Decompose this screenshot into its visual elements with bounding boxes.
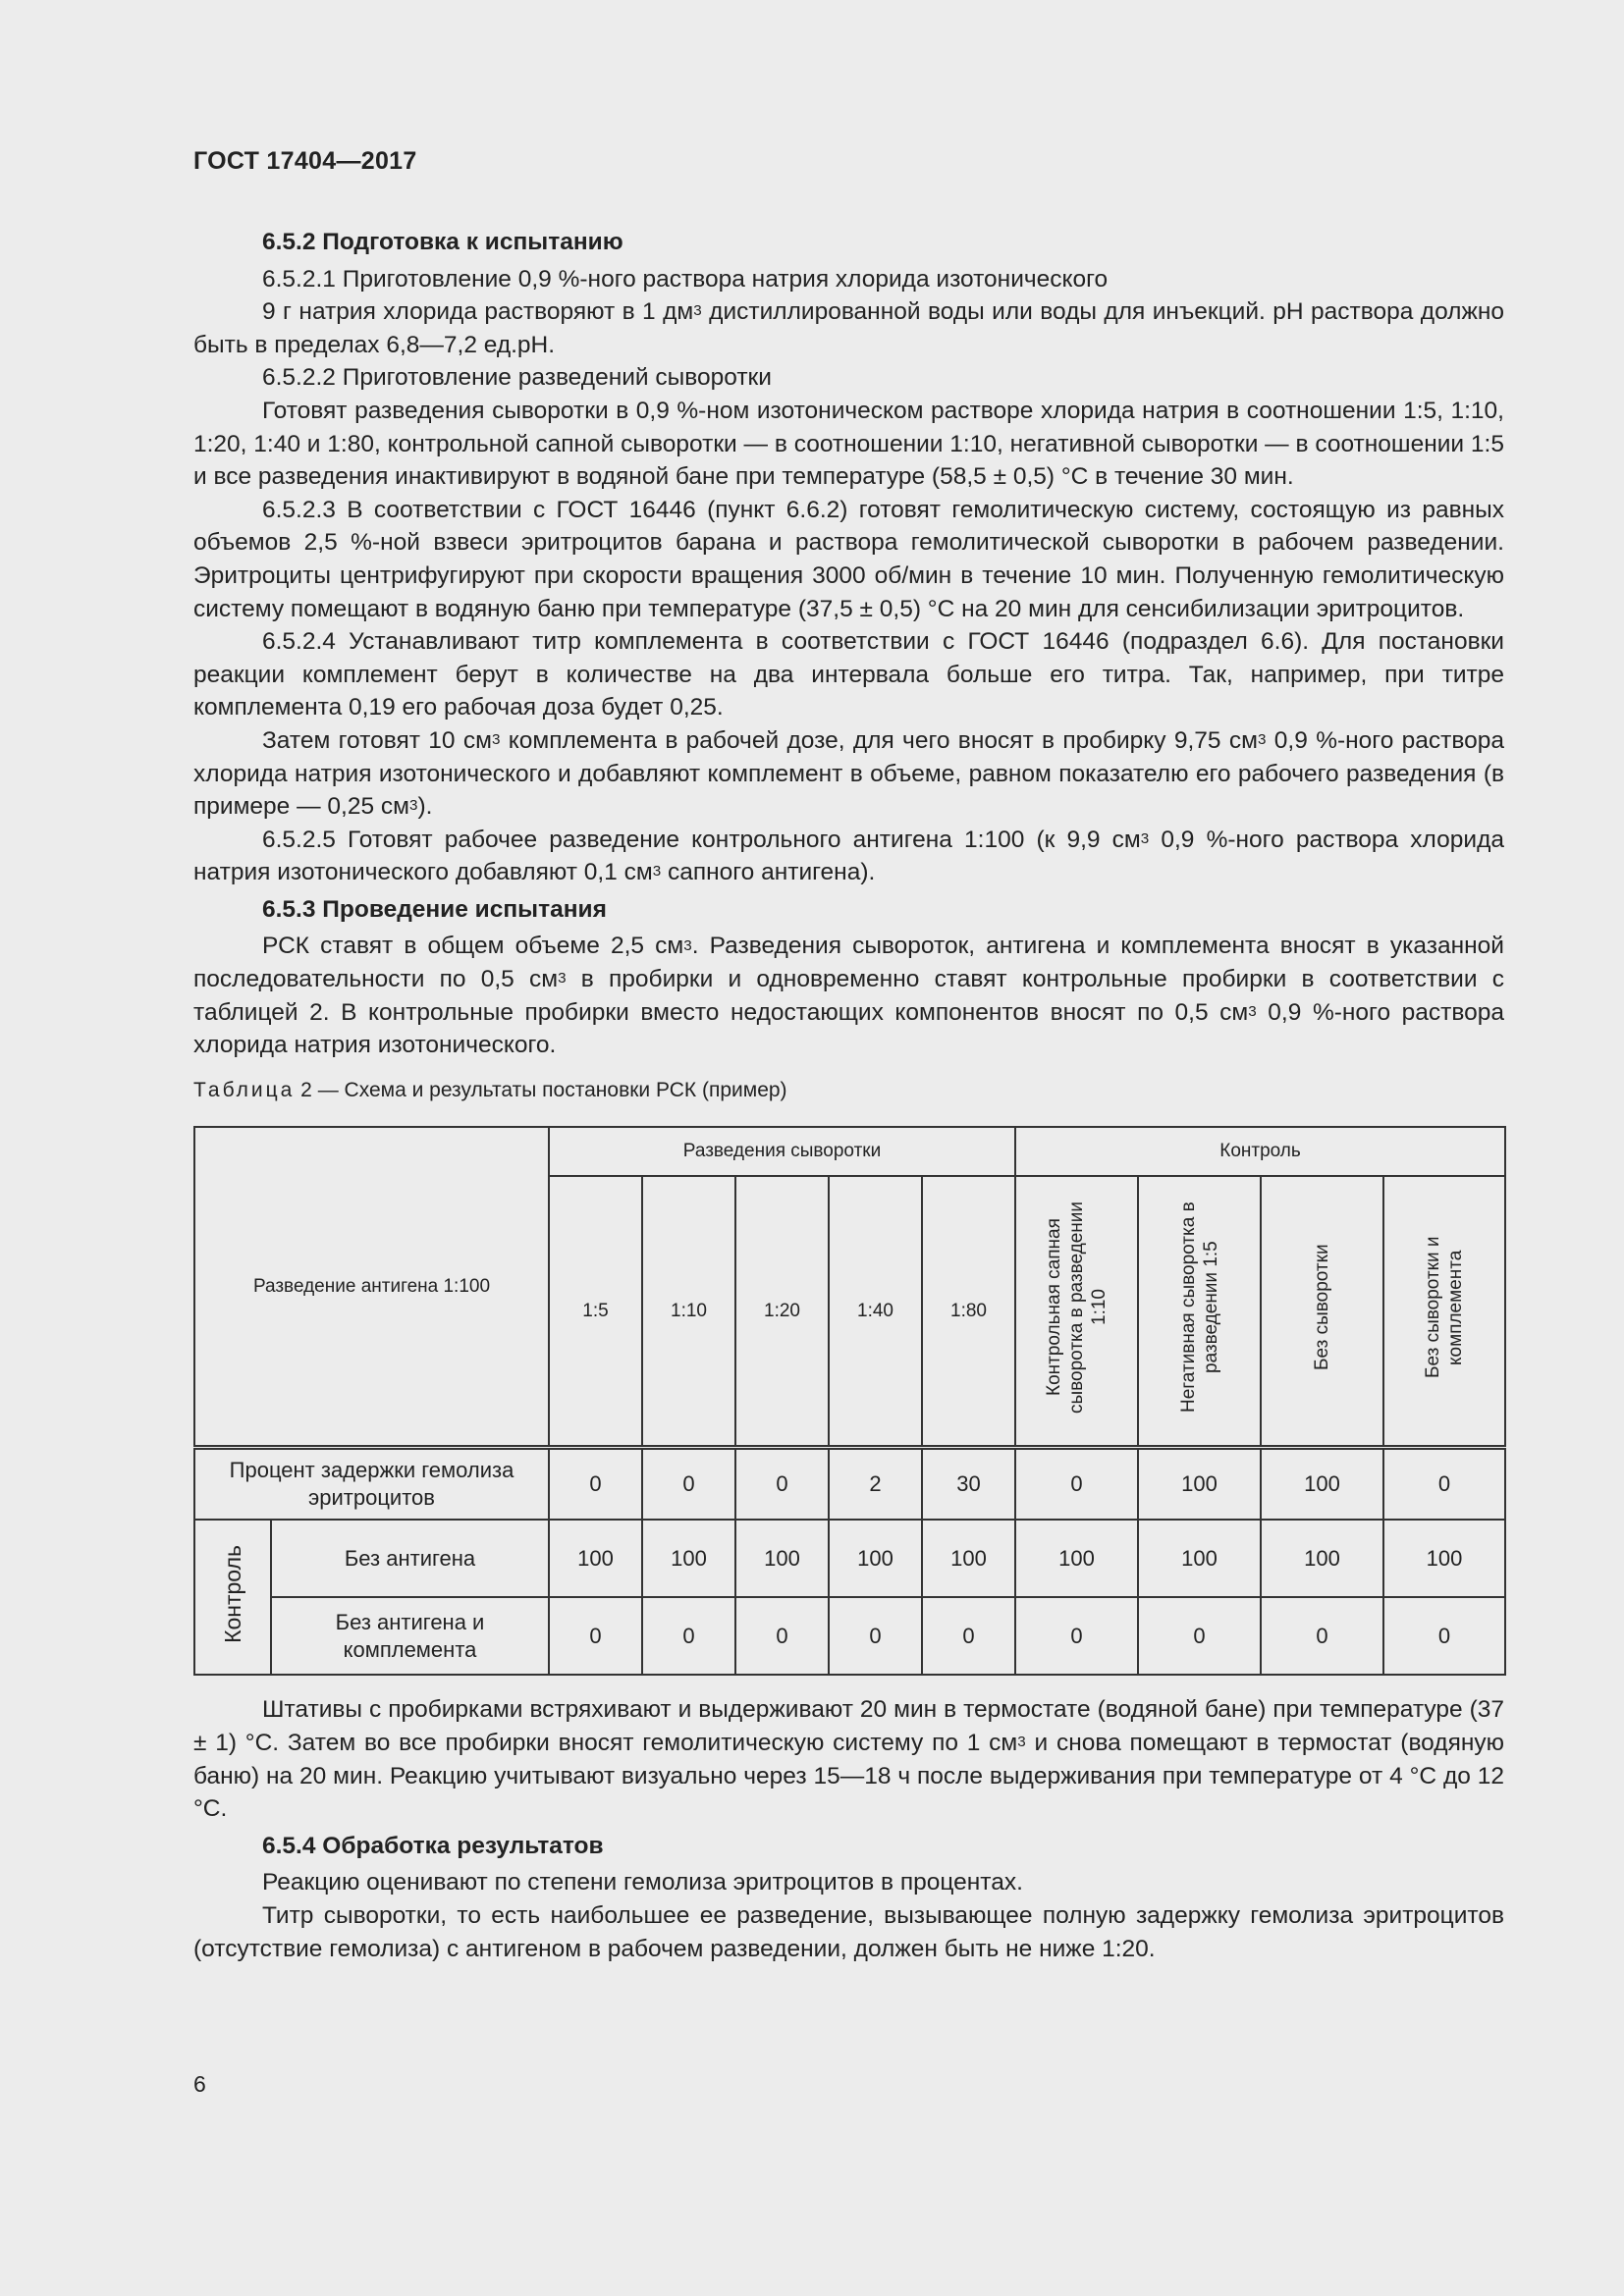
table-cell: 0 xyxy=(549,1447,642,1520)
col-header-dilution: 1:10 xyxy=(642,1176,735,1447)
row-label: Процент задержки гемолиза эритроцитов xyxy=(194,1447,549,1520)
table-cell: 0 xyxy=(735,1597,829,1675)
table-cell: 0 xyxy=(642,1447,735,1520)
section-heading-654: 6.5.4 Обработка результатов xyxy=(262,1832,604,1859)
table-cell: 100 xyxy=(829,1520,922,1597)
table-corner-cell: Разведение антигена 1:100 xyxy=(194,1127,549,1447)
table-cell: 100 xyxy=(1383,1520,1505,1597)
table-cell: 0 xyxy=(829,1597,922,1675)
table-cell: 100 xyxy=(549,1520,642,1597)
paragraph-incubation: Штативы с пробирками встряхивают и выдерживают 20 мин в термостате (водяной бане) при температуре (37 ± 1) °С. Затем во все пробирки вносят гемолитическую систему по 1 $см^3$ и снова помещают в термостат (водяную баню) на 20 мин. Реакцию учитывают визуально через 15—18 ч после выдерживания при температуре от 4 °С до 12 °С. xyxy=(193,1696,1504,1823)
table-caption: Таблица 2 — Схема и результаты постановки РСК (пример) xyxy=(193,1078,787,1101)
paragraph-dilutions: Готовят разведения сыворотки в 0,9 %-ном изотоническом растворе хлорида натрия в соотношении 1:5, 1:10, 1:20, 1:40 и 1:80, контрольной сапной сыворотки — в соотношении 1:10, негативной сыворотки — в соотношении 1:5 и все разведения инактивируют в водяной бане при температуре (58,5 ± 0,5) °С в течение 30 мин. xyxy=(193,397,1504,491)
paragraph-nacl: 9 г натрия хлорида растворяют в 1 $дм^3$ дистиллированной воды или воды для инъекций. pH раствора должно быть в пределах 6,8—7,2 ед.pH. xyxy=(193,298,1505,358)
results-table xyxy=(193,1126,1506,1676)
section-heading-653: 6.5.3 Проведение испытания xyxy=(262,895,607,923)
paragraph-reaction: Реакцию оценивают по степени гемолиза эритроцитов в процентах. xyxy=(262,1869,1023,1896)
paragraph-complement: Затем готовят 10 $см^3$ комплемента в рабочей дозе, для чего вносят в пробирку 9,75 $см^3$ 0,9 %-ного раствора хлорида натрия изотонического и добавляют комплемент в объеме, равном показателю его рабочего разведения (в примере — 0,25 $см^3$). xyxy=(193,726,1504,821)
table-group-control: Контроль xyxy=(1015,1127,1505,1176)
table-cell: 0 xyxy=(1015,1597,1138,1675)
document-header: ГОСТ 17404—2017 xyxy=(193,147,417,175)
col-header-control: Контрольная сапная сыворотка в разведении 1:10 xyxy=(1015,1176,1138,1447)
table-cell: 100 xyxy=(1015,1520,1138,1597)
col-header-control: Без сыворотки xyxy=(1261,1176,1383,1447)
page-number: 6 xyxy=(193,2071,206,2097)
row-label: Без антигена xyxy=(271,1520,549,1597)
paragraph-6522: 6.5.2.2 Приготовление разведений сыворотки xyxy=(262,364,772,392)
table-cell: 0 xyxy=(549,1597,642,1675)
table-group-dilutions: Разведения сыворотки xyxy=(549,1127,1015,1176)
col-header-dilution: 1:20 xyxy=(735,1176,829,1447)
table-row xyxy=(194,1597,1505,1675)
table-cell: 0 xyxy=(1015,1447,1138,1520)
paragraph-rsk: РСК ставят в общем объеме 2,5 $см^3$. Разведения сывороток, антигена и комплемента вносят в указанной последовательности по 0,5 $см^3$ в пробирки и одновременно ставят контрольные пробирки в соответствии с таблицей 2. В контрольные пробирки вместо недостающих компонентов вносят по 0,5 $см^3$ 0,9 %-ного раствора хлорида натрия изотонического. xyxy=(193,933,1504,1059)
row-group-label: Контроль xyxy=(194,1520,271,1675)
table-cell: 100 xyxy=(1138,1520,1261,1597)
table-cell: 0 xyxy=(1383,1447,1505,1520)
row-label: Без антигена и комплемента xyxy=(271,1597,549,1675)
table-cell: 100 xyxy=(1261,1520,1383,1597)
table-cell: 0 xyxy=(735,1447,829,1520)
paragraph-6525: 6.5.2.5 Готовят рабочее разведение контрольного антигена 1:100 (к 9,9 $см^3$ 0,9 %-ного раствора хлорида натрия изотонического добавляют 0,1 $см^3$ сапного антигена). xyxy=(193,826,1504,886)
paragraph-6524: 6.5.2.4 Устанавливают титр комплемента в соответствии с ГОСТ 16446 (подраздел 6.6). Для постановки реакции комплемент берут в количестве на два интервала больше его титра. Так, например, при титре комплемента 0,19 его рабочая доза будет 0,25. xyxy=(193,628,1504,721)
table-cell: 0 xyxy=(922,1597,1015,1675)
table-cell: 100 xyxy=(1138,1447,1261,1520)
paragraph-6521: 6.5.2.1 Приготовление 0,9 %-ного раствора натрия хлорида изотонического xyxy=(262,265,1109,293)
table-cell: 2 xyxy=(829,1447,922,1520)
table-cell: 100 xyxy=(1261,1447,1383,1520)
col-header-control: Без сыворотки и комплемента xyxy=(1383,1176,1505,1447)
table-row xyxy=(194,1520,1505,1597)
table-row xyxy=(194,1447,1505,1520)
table-cell: 100 xyxy=(642,1520,735,1597)
col-header-dilution: 1:5 xyxy=(549,1176,642,1447)
section-heading-652: 6.5.2 Подготовка к испытанию xyxy=(262,229,623,255)
document-body xyxy=(193,222,1504,1965)
col-header-control: Негативная сыворотка в разведении 1:5 xyxy=(1138,1176,1261,1447)
table-cell: 100 xyxy=(735,1520,829,1597)
paragraph-6523: 6.5.2.3 В соответствии с ГОСТ 16446 (пункт 6.6.2) готовят гемолитическую систему, состоящую из равных объемов 2,5 %-ной взвеси эритроцитов барана и раствора гемолитической сыворотки в рабочем разведении. Эритроциты центрифугируют при скорости вращения 3000 об/мин в течение 10 мин. Полученную гемолитическую систему помещают в водяную баню при температуре (37,5 ± 0,5) °С на 20 мин для сенсибилизации эритроцитов. xyxy=(193,496,1504,622)
table-cell: 100 xyxy=(922,1520,1015,1597)
table-cell: 0 xyxy=(1138,1597,1261,1675)
table-cell: 0 xyxy=(642,1597,735,1675)
paragraph-titer: Титр сыворотки, то есть наибольшее ее разведение, вызывающее полную задержку гемолиза эритроцитов (отсутствие гемолиза) с антигеном в рабочем разведении, должен быть не ниже 1:20. xyxy=(193,1902,1504,1962)
table-cell: 0 xyxy=(1261,1597,1383,1675)
table-cell: 30 xyxy=(922,1447,1015,1520)
col-header-dilution: 1:40 xyxy=(829,1176,922,1447)
table-cell: 0 xyxy=(1383,1597,1505,1675)
col-header-dilution: 1:80 xyxy=(922,1176,1015,1447)
